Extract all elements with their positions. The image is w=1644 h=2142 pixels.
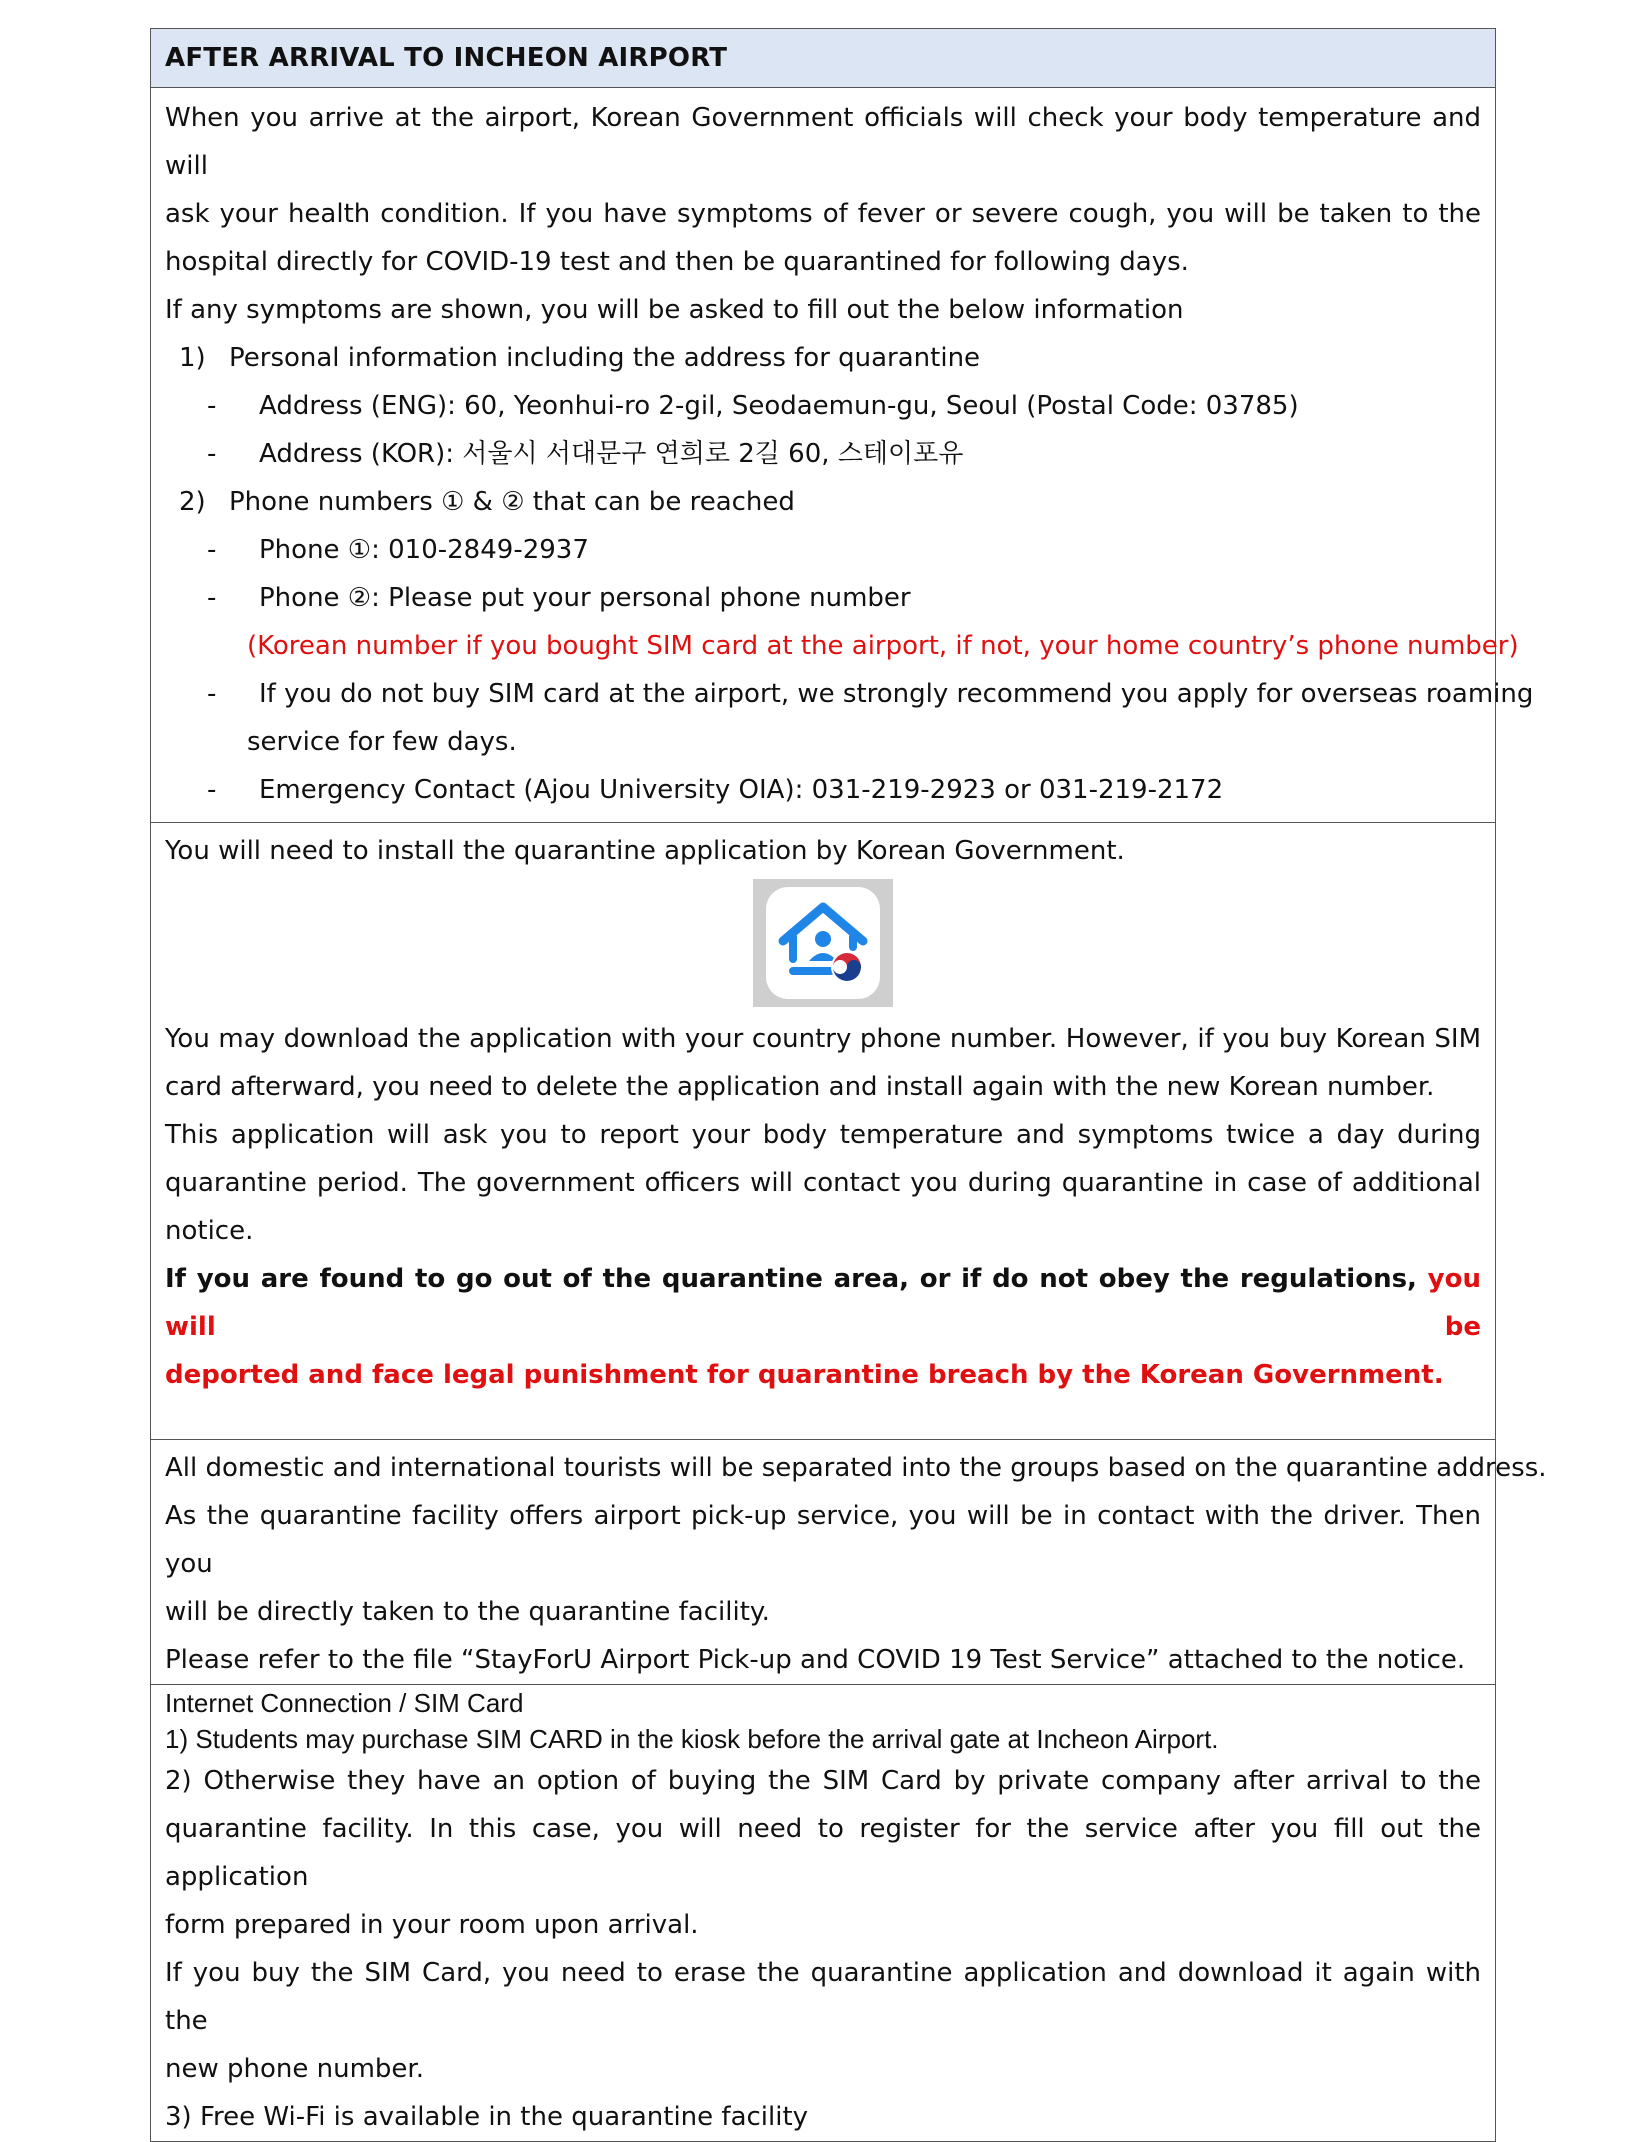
roaming-advice: If you do not buy SIM card at the airport, we strongly recommend you apply for overseas roaming <box>259 679 1534 709</box>
table-header <box>151 29 1495 87</box>
app-icon-container <box>165 875 1481 1015</box>
paragraph-line: If any symptoms are shown, you will be asked to fill out the below information <box>165 295 1184 325</box>
address-korean: Address (KOR): 서울시 서대문구 연희로 2길 60, 스테이포유 <box>259 439 964 469</box>
phone-two: Phone ②: Please put your personal phone number <box>259 583 911 613</box>
list-item-text: Phone numbers ① & ② that can be reached <box>229 487 795 517</box>
warning-emphasis: you will be <box>165 1264 1481 1342</box>
paragraph-line: This application will ask you to report your body temperature and symptoms twice a day during <box>165 1120 1481 1150</box>
paragraph-line: form prepared in your room upon arrival. <box>165 1910 699 1940</box>
paragraph-line: When you arrive at the airport, Korean Government officials will check your body temperature and will <box>165 103 1481 181</box>
dash-bullet: - <box>207 679 217 709</box>
internet-item-2: 2) Otherwise they have an option of buying the SIM Card by private company after arrival to the <box>165 1766 1481 1796</box>
internet-item-3: 3) Free Wi-Fi is available in the quarantine facility <box>165 2102 809 2132</box>
list-item <box>165 334 1481 382</box>
paragraph-line: quarantine period. The government officers will contact you during quarantine in case of additional <box>165 1168 1481 1198</box>
paragraph-line: new phone number. <box>165 2054 424 2084</box>
list-number: 2) <box>179 487 206 517</box>
phone-one: Phone ①: 010-2849-2937 <box>259 535 589 565</box>
dash-bullet: - <box>207 583 217 613</box>
paragraph-line: If you buy the SIM Card, you need to erase the quarantine application and download it again with the <box>165 1958 1481 2036</box>
warning-text: If you are found to go out of the quarantine area, or if do not obey the regulations, <box>165 1264 1417 1294</box>
transport-section <box>151 1439 1547 1684</box>
internet-title: Internet Connection / SIM Card <box>165 1688 524 1718</box>
internet-section <box>151 1684 1495 2141</box>
paragraph-line: card afterward, you need to delete the application and install again with the new Korean number. <box>165 1072 1435 1102</box>
internet-item-1: 1) Students may purchase SIM CARD in the kiosk before the arrival gate at Incheon Airport. <box>165 1724 1219 1754</box>
paragraph-line: ask your health condition. If you have symptoms of fever or severe cough, you will be taken to the <box>165 199 1481 229</box>
roaming-advice-continued: service for few days. <box>247 727 517 757</box>
app-section <box>151 822 1495 1439</box>
section-title: AFTER ARRIVAL TO INCHEON AIRPORT <box>165 43 728 73</box>
paragraph-line: notice. <box>165 1216 254 1246</box>
emergency-contact: Emergency Contact (Ajou University OIA): 031-219-2923 or 031-219-2172 <box>259 775 1224 805</box>
list-number: 1) <box>179 343 206 373</box>
house-person-icon <box>775 897 871 989</box>
arrival-section <box>151 87 1534 822</box>
notice-table <box>150 28 1547 2142</box>
app-intro: You will need to install the quarantine application by Korean Government. <box>165 836 1125 866</box>
dash-bullet: - <box>207 391 217 421</box>
list-item-text: Personal information including the address for quarantine <box>229 343 981 373</box>
paragraph-line: quarantine facility. In this case, you will need to register for the service after you fill out the application <box>165 1814 1481 1892</box>
warning-line <box>165 1255 1481 1351</box>
phone-note: (Korean number if you bought SIM card at the airport, if not, your home country’s phone number) <box>247 631 1519 661</box>
quarantine-app-icon <box>753 879 893 1007</box>
paragraph-line: You may download the application with your country phone number. However, if you buy Korean SIM <box>165 1024 1481 1054</box>
sub-list-item <box>165 430 1481 478</box>
sub-list-item <box>165 670 1534 718</box>
dash-bullet: - <box>207 535 217 565</box>
dash-bullet: - <box>207 775 217 805</box>
warning-emphasis-line: deported and face legal punishment for quarantine breach by the Korean Government. <box>165 1360 1444 1390</box>
sub-list-item <box>165 382 1481 430</box>
address-english: Address (ENG): 60, Yeonhui-ro 2-gil, Seodaemun-gu, Seoul (Postal Code: 03785) <box>259 391 1299 421</box>
paragraph-line: All domestic and international tourists will be separated into the groups based on the quarantine address. <box>165 1453 1547 1483</box>
sub-list-item <box>165 526 1481 574</box>
paragraph-line: hospital directly for COVID-19 test and then be quarantined for following days. <box>165 247 1189 277</box>
paragraph-line: will be directly taken to the quarantine facility. <box>165 1597 770 1627</box>
paragraph-line: As the quarantine facility offers airport pick-up service, you will be in contact with the driver. Then you <box>165 1501 1481 1579</box>
dash-bullet: - <box>207 439 217 469</box>
paragraph-line: Please refer to the file “StayForU Airport Pick-up and COVID 19 Test Service” attached to the notice. <box>165 1645 1466 1675</box>
sub-list-item <box>165 574 1481 622</box>
list-item <box>165 478 1481 526</box>
sub-list-item <box>165 766 1481 814</box>
